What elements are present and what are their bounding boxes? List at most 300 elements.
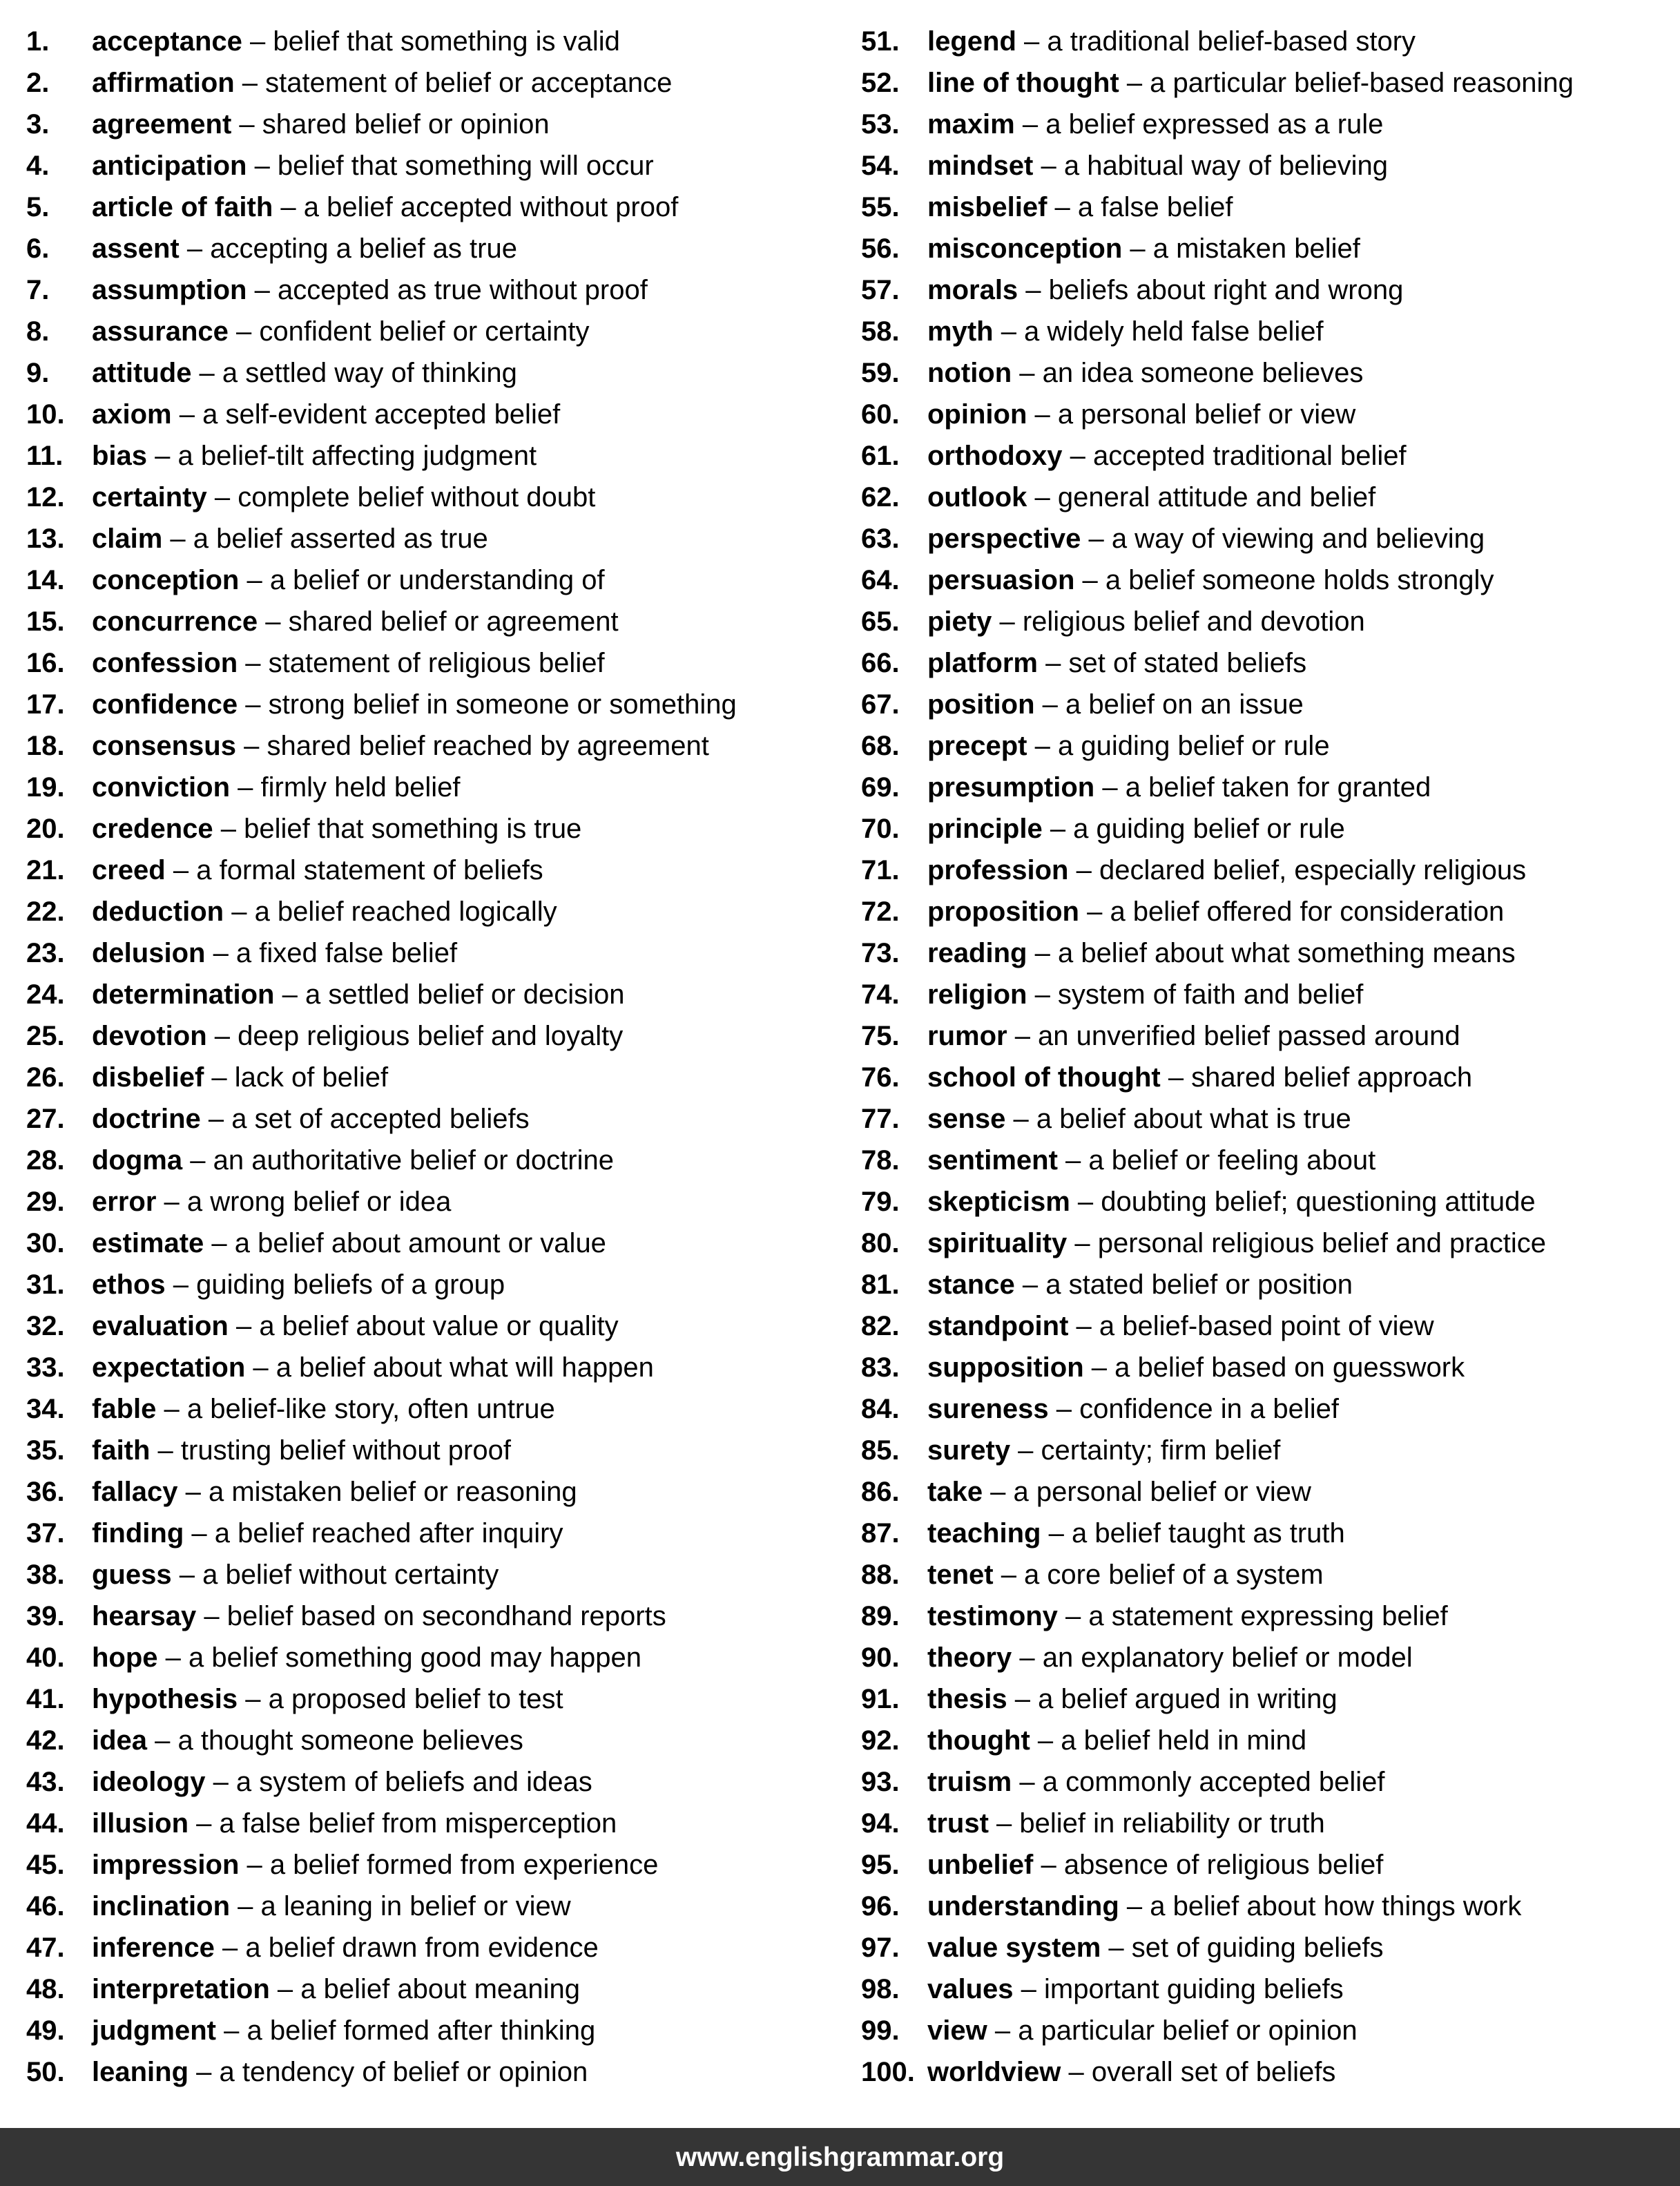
item-text	[92, 1761, 592, 1803]
item-number: 36.	[26, 1477, 65, 1507]
item-term: reading	[927, 938, 1027, 968]
item-definition: – set of stated beliefs	[1038, 648, 1307, 678]
item-text	[927, 1968, 1344, 2010]
item-definition: – an idea someone believes	[1012, 358, 1364, 388]
item-term: standpoint	[927, 1311, 1069, 1341]
item-term: misconception	[927, 233, 1123, 264]
item-text	[92, 932, 457, 974]
item-number: 33.	[26, 1352, 65, 1383]
item-definition: – a belief about what is true	[1005, 1104, 1351, 1134]
item-definition: – a leaning in belief or view	[230, 1891, 571, 1921]
item-term: proposition	[927, 897, 1079, 927]
item-term: precept	[927, 731, 1027, 761]
item-number: 77.	[861, 1104, 900, 1134]
item-definition: – a belief taken for granted	[1094, 772, 1431, 803]
item-text	[927, 1057, 1472, 1098]
item-definition: – a statement expressing belief	[1057, 1601, 1448, 1631]
item-text	[927, 394, 1355, 435]
item-definition: – a mistaken belief	[1122, 233, 1360, 264]
item-number: 27.	[26, 1104, 65, 1134]
item-number: 58.	[861, 316, 900, 347]
item-text	[927, 186, 1233, 228]
item-term: testimony	[927, 1601, 1058, 1631]
item-term: maxim	[927, 109, 1015, 140]
item-definition: – a wrong belief or idea	[156, 1187, 452, 1217]
item-number: 39.	[26, 1601, 65, 1631]
item-number: 93.	[861, 1767, 900, 1797]
item-text	[927, 1181, 1536, 1223]
item-definition: – a system of beliefs and ideas	[205, 1767, 592, 1797]
item-text	[92, 269, 648, 311]
item-text	[92, 684, 737, 725]
item-text	[92, 352, 517, 394]
item-term: creed	[92, 855, 166, 885]
item-term: concurrence	[92, 606, 258, 637]
item-definition: – general attitude and belief	[1027, 482, 1376, 512]
item-definition: – an unverified belief passed around	[1007, 1021, 1460, 1051]
item-definition: – doubting belief; questioning attitude	[1070, 1187, 1536, 1217]
item-number: 42.	[26, 1725, 65, 1756]
item-number: 60.	[861, 399, 900, 430]
item-definition: – belief based on secondhand reports	[196, 1601, 666, 1631]
item-number: 30.	[26, 1228, 65, 1258]
item-text	[927, 1886, 1521, 1927]
item-term: judgment	[92, 2015, 216, 2046]
item-number: 57.	[861, 275, 900, 305]
item-number: 62.	[861, 482, 900, 512]
item-definition: – a belief held in mind	[1030, 1725, 1307, 1756]
item-term: leaning	[92, 2057, 189, 2087]
item-number: 11.	[26, 441, 64, 471]
item-text	[92, 1886, 571, 1927]
item-term: unbelief	[927, 1850, 1034, 1880]
item-definition: – shared belief approach	[1160, 1062, 1473, 1093]
item-definition: – an authoritative belief or doctrine	[182, 1145, 614, 1176]
item-definition: – confidence in a belief	[1048, 1394, 1339, 1424]
item-text	[927, 891, 1504, 932]
item-term: rumor	[927, 1021, 1007, 1051]
item-definition: – confident belief or certainty	[228, 316, 590, 347]
item-text	[927, 104, 1383, 145]
item-text	[92, 1181, 451, 1223]
item-text	[92, 1720, 523, 1761]
item-text	[92, 62, 672, 104]
item-number: 97.	[861, 1933, 900, 1963]
item-number: 83.	[861, 1352, 900, 1383]
item-term: platform	[927, 648, 1038, 678]
item-term: confidence	[92, 689, 238, 720]
item-number: 37.	[26, 1518, 65, 1549]
item-number: 23.	[26, 938, 65, 968]
item-number: 99.	[861, 2015, 900, 2046]
item-definition: – a belief-based point of view	[1068, 1311, 1434, 1341]
item-definition: – set of guiding beliefs	[1101, 1933, 1384, 1963]
item-definition: – statement of belief or acceptance	[234, 68, 673, 98]
item-term: take	[927, 1477, 983, 1507]
item-number: 26.	[26, 1062, 65, 1093]
item-definition: – a false belief from misperception	[189, 1808, 617, 1839]
item-number: 46.	[26, 1891, 65, 1921]
item-text	[92, 891, 557, 932]
item-text	[927, 1430, 1280, 1471]
item-term: attitude	[92, 358, 192, 388]
item-term: faith	[92, 1435, 151, 1466]
item-term: fallacy	[92, 1477, 178, 1507]
item-definition: – a belief based on guesswork	[1083, 1352, 1465, 1383]
item-definition: – a belief about meaning	[269, 1974, 581, 2004]
item-term: spirituality	[927, 1228, 1068, 1258]
item-number: 55.	[861, 192, 900, 222]
item-term: outlook	[927, 482, 1027, 512]
item-text	[927, 145, 1388, 186]
item-text	[92, 435, 537, 477]
item-text	[927, 477, 1375, 518]
item-text	[92, 1305, 619, 1347]
item-definition: – a self-evident accepted belief	[171, 399, 561, 430]
item-text	[927, 1678, 1338, 1720]
item-number: 31.	[26, 1269, 65, 1300]
item-number: 76.	[861, 1062, 900, 1093]
item-definition: – a belief formed from experience	[239, 1850, 659, 1880]
item-definition: – absence of religious belief	[1033, 1850, 1384, 1880]
item-term: ethos	[92, 1269, 166, 1300]
item-term: guess	[92, 1560, 172, 1590]
item-number: 4.	[26, 151, 50, 181]
item-definition: – a guiding belief or rule	[1042, 814, 1345, 844]
item-definition: – a belief reached logically	[224, 897, 557, 927]
item-number: 38.	[26, 1560, 65, 1590]
item-term: theory	[927, 1642, 1012, 1673]
item-definition: – a belief without certainty	[171, 1560, 499, 1590]
item-definition: – accepted traditional belief	[1062, 441, 1407, 471]
item-number: 59.	[861, 358, 900, 388]
item-number: 15.	[26, 606, 65, 637]
item-definition: – overall set of beliefs	[1061, 2057, 1336, 2087]
item-number: 74.	[861, 979, 900, 1010]
item-text	[927, 1761, 1385, 1803]
item-term: delusion	[92, 938, 206, 968]
item-term: idea	[92, 1725, 148, 1756]
item-definition: – a belief accepted without proof	[273, 192, 679, 222]
item-number: 5.	[26, 192, 50, 222]
footer-website-link[interactable]: www.englishgrammar.org	[675, 2142, 1005, 2172]
item-term: inference	[92, 1933, 215, 1963]
item-text	[927, 1471, 1311, 1513]
item-number: 18.	[26, 731, 65, 761]
item-text	[927, 1803, 1325, 1844]
item-term: doctrine	[92, 1104, 201, 1134]
item-term: skepticism	[927, 1187, 1070, 1217]
item-number: 84.	[861, 1394, 900, 1424]
item-term: devotion	[92, 1021, 207, 1051]
item-definition: – shared belief or agreement	[258, 606, 619, 637]
item-number: 29.	[26, 1187, 65, 1217]
item-definition: – accepted as true without proof	[247, 275, 648, 305]
item-definition: – important guiding beliefs	[1013, 1974, 1344, 2004]
item-number: 8.	[26, 316, 50, 347]
item-term: fable	[92, 1394, 157, 1424]
item-number: 89.	[861, 1601, 900, 1631]
item-number: 65.	[861, 606, 900, 637]
item-text	[92, 1347, 654, 1388]
item-term: line of thought	[927, 68, 1119, 98]
item-term: school of thought	[927, 1062, 1161, 1093]
item-definition: – deep religious belief and loyalty	[206, 1021, 624, 1051]
item-text	[92, 394, 560, 435]
item-text	[92, 1140, 614, 1181]
item-definition: – a belief offered for consideration	[1079, 897, 1505, 927]
item-text	[927, 725, 1330, 767]
item-term: value system	[927, 1933, 1101, 1963]
item-number: 25.	[26, 1021, 65, 1051]
item-text	[92, 1595, 666, 1637]
item-definition: – certainty; firm belief	[1010, 1435, 1281, 1466]
item-term: bias	[92, 441, 148, 471]
item-text	[92, 21, 620, 62]
item-definition: – a thought someone believes	[147, 1725, 523, 1756]
item-definition: – personal religious belief and practice	[1067, 1228, 1547, 1258]
item-definition: – a belief drawn from evidence	[214, 1933, 599, 1963]
item-number: 1.	[26, 26, 50, 57]
item-text	[92, 2051, 588, 2093]
item-text	[92, 228, 517, 269]
item-text	[927, 2051, 1335, 2093]
item-number: 13.	[26, 524, 65, 554]
item-term: worldview	[927, 2057, 1061, 2087]
item-term: tenet	[927, 1560, 994, 1590]
item-term: dogma	[92, 1145, 183, 1176]
item-number: 35.	[26, 1435, 65, 1466]
item-term: truism	[927, 1767, 1012, 1797]
item-definition: – a particular belief-based reasoning	[1119, 68, 1574, 98]
item-number: 3.	[26, 109, 50, 140]
item-text	[92, 974, 624, 1015]
item-number: 41.	[26, 1684, 65, 1714]
item-definition: – a widely held false belief	[993, 316, 1324, 347]
item-definition: – a settled belief or decision	[274, 979, 625, 1010]
item-term: trust	[927, 1808, 989, 1839]
item-definition: – shared belief reached by agreement	[235, 731, 709, 761]
item-number: 21.	[26, 855, 65, 885]
item-text	[92, 601, 619, 642]
item-number: 64.	[861, 565, 900, 595]
item-number: 63.	[861, 524, 900, 554]
item-number: 9.	[26, 358, 50, 388]
item-term: mindset	[927, 151, 1034, 181]
item-term: presumption	[927, 772, 1095, 803]
item-definition: – a belief or feeling about	[1057, 1145, 1376, 1176]
item-definition: – trusting belief without proof	[150, 1435, 511, 1466]
item-term: sureness	[927, 1394, 1049, 1424]
item-text	[92, 808, 581, 850]
item-number: 2.	[26, 68, 50, 98]
item-definition: – a belief-like story, often untrue	[156, 1394, 555, 1424]
item-term: deduction	[92, 897, 224, 927]
item-term: illusion	[92, 1808, 189, 1839]
item-text	[927, 1223, 1546, 1264]
item-term: confession	[92, 648, 238, 678]
item-term: disbelief	[92, 1062, 204, 1093]
item-definition: – a core belief of a system	[993, 1560, 1324, 1590]
item-number: 70.	[861, 814, 900, 844]
item-number: 34.	[26, 1394, 65, 1424]
item-term: certainty	[92, 482, 207, 512]
item-number: 52.	[861, 68, 900, 98]
item-number: 79.	[861, 1187, 900, 1217]
item-number: 98.	[861, 1974, 900, 2004]
item-text	[92, 1637, 641, 1678]
item-term: profession	[927, 855, 1069, 885]
item-term: assumption	[92, 275, 247, 305]
item-number: 51.	[861, 26, 900, 57]
item-term: opinion	[927, 399, 1027, 430]
item-term: values	[927, 1974, 1014, 2004]
item-definition: – declared belief, especially religious	[1068, 855, 1527, 885]
item-number: 73.	[861, 938, 900, 968]
item-text	[927, 1554, 1324, 1595]
item-text	[927, 850, 1526, 891]
item-term: error	[92, 1187, 157, 1217]
item-number: 100.	[861, 2057, 915, 2087]
item-number: 45.	[26, 1850, 65, 1880]
item-number: 94.	[861, 1808, 900, 1839]
item-term: axiom	[92, 399, 172, 430]
item-text	[927, 1927, 1383, 1968]
item-number: 61.	[861, 441, 900, 471]
item-term: affirmation	[92, 68, 235, 98]
item-term: thought	[927, 1725, 1030, 1756]
item-term: conception	[92, 565, 240, 595]
item-term: agreement	[92, 109, 232, 140]
item-definition: – a mistaken belief or reasoning	[177, 1477, 577, 1507]
item-term: assent	[92, 233, 180, 264]
item-term: sentiment	[927, 1145, 1058, 1176]
item-definition: – a belief expressed as a rule	[1014, 109, 1384, 140]
item-term: sense	[927, 1104, 1006, 1134]
item-definition: – a belief asserted as true	[162, 524, 488, 554]
item-text	[92, 477, 595, 518]
item-text	[92, 1844, 658, 1886]
item-term: article of faith	[92, 192, 273, 222]
item-number: 96.	[861, 1891, 900, 1921]
item-text	[927, 932, 1516, 974]
item-number: 82.	[861, 1311, 900, 1341]
item-term: stance	[927, 1269, 1015, 1300]
item-number: 81.	[861, 1269, 900, 1300]
item-number: 40.	[26, 1642, 65, 1673]
item-definition: – a way of viewing and believing	[1081, 524, 1485, 554]
item-number: 28.	[26, 1145, 65, 1176]
item-text	[927, 767, 1431, 808]
item-text	[927, 311, 1324, 352]
item-text	[927, 808, 1345, 850]
item-text	[92, 1388, 555, 1430]
item-term: interpretation	[92, 1974, 270, 2004]
item-text	[927, 601, 1365, 642]
item-text	[92, 518, 488, 559]
item-definition: – beliefs about right and wrong	[1018, 275, 1404, 305]
item-number: 47.	[26, 1933, 65, 1963]
item-text	[927, 1720, 1306, 1761]
item-definition: – a belief argued in writing	[1007, 1684, 1338, 1714]
item-definition: – a belief or understanding of	[239, 565, 605, 595]
item-number: 44.	[26, 1808, 65, 1839]
item-text	[92, 1803, 617, 1844]
item-definition: – firmly held belief	[230, 772, 461, 803]
item-number: 80.	[861, 1228, 900, 1258]
item-definition: – a false belief	[1047, 192, 1233, 222]
item-number: 78.	[861, 1145, 900, 1176]
item-text	[927, 1305, 1434, 1347]
item-number: 7.	[26, 275, 50, 305]
item-definition: – a belief on an issue	[1034, 689, 1304, 720]
item-definition: – a belief-tilt affecting judgment	[147, 441, 537, 471]
item-definition: – religious belief and devotion	[992, 606, 1365, 637]
item-text	[927, 559, 1494, 601]
item-definition: – a particular belief or opinion	[987, 2015, 1358, 2046]
item-definition: – complete belief without doubt	[206, 482, 596, 512]
item-text	[927, 62, 1574, 104]
item-number: 66.	[861, 648, 900, 678]
item-term: determination	[92, 979, 275, 1010]
item-number: 88.	[861, 1560, 900, 1590]
item-term: claim	[92, 524, 163, 554]
item-text	[927, 352, 1363, 394]
item-text	[927, 1595, 1448, 1637]
item-definition: – belief that something will occur	[247, 151, 654, 181]
item-text	[927, 435, 1407, 477]
item-definition: – belief that something is valid	[242, 26, 620, 57]
item-definition: – a personal belief or view	[983, 1477, 1311, 1507]
item-term: morals	[927, 275, 1018, 305]
item-text	[92, 642, 605, 684]
item-term: estimate	[92, 1228, 204, 1258]
item-term: expectation	[92, 1352, 246, 1383]
item-term: impression	[92, 1850, 240, 1880]
item-term: position	[927, 689, 1035, 720]
item-term: assurance	[92, 316, 229, 347]
item-term: piety	[927, 606, 992, 637]
item-definition: – a formal statement of beliefs	[165, 855, 543, 885]
item-text	[92, 311, 589, 352]
item-text	[92, 1471, 577, 1513]
item-number: 69.	[861, 772, 900, 803]
item-number: 71.	[861, 855, 900, 885]
item-text	[92, 850, 543, 891]
item-number: 95.	[861, 1850, 900, 1880]
item-definition: – a commonly accepted belief	[1012, 1767, 1385, 1797]
item-definition: – a belief about value or quality	[228, 1311, 619, 1341]
item-term: principle	[927, 814, 1043, 844]
item-number: 68.	[861, 731, 900, 761]
item-number: 43.	[26, 1767, 65, 1797]
item-number: 67.	[861, 689, 900, 720]
item-term: view	[927, 2015, 987, 2046]
item-text	[927, 1347, 1465, 1388]
item-text	[92, 1223, 606, 1264]
item-number: 17.	[26, 689, 65, 720]
item-text	[927, 1513, 1345, 1554]
item-number: 49.	[26, 2015, 65, 2046]
item-definition: – a belief about amount or value	[204, 1228, 606, 1258]
item-term: hope	[92, 1642, 158, 1673]
item-text	[927, 1015, 1460, 1057]
item-text	[927, 1844, 1383, 1886]
item-definition: – belief in reliability or truth	[988, 1808, 1325, 1839]
item-number: 86.	[861, 1477, 900, 1507]
item-term: supposition	[927, 1352, 1084, 1383]
item-text	[92, 104, 550, 145]
